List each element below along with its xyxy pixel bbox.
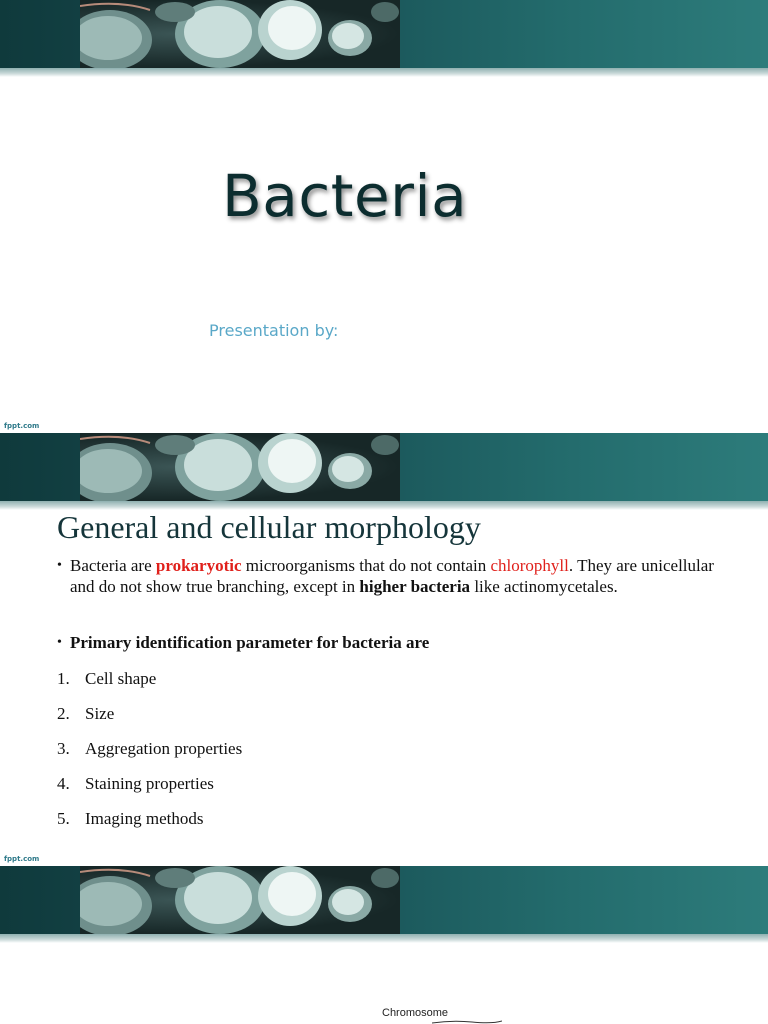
list-text: Imaging methods: [85, 809, 204, 828]
chromosome-slide: [0, 866, 768, 1024]
list-text: Aggregation properties: [85, 739, 243, 758]
chromosome-label: Chromosome: [382, 1007, 449, 1019]
footer-brand: fppt.com: [4, 855, 40, 863]
title-slide: [0, 0, 768, 433]
banner-divider: [0, 68, 768, 77]
list-number: 1.: [57, 669, 70, 688]
list-number: 2.: [57, 704, 70, 723]
list-text: Cell shape: [85, 669, 157, 688]
bacteria-photo-banner: [80, 433, 400, 501]
list-number: 4.: [57, 774, 70, 793]
bullet-text: [70, 555, 730, 597]
list-number: 5.: [57, 809, 70, 828]
banner-divider: [0, 934, 768, 943]
footer-brand: fppt.com: [4, 422, 40, 430]
bullet-dot: •: [57, 635, 62, 650]
slide-header-banner: [0, 866, 768, 934]
chromosome-pointer-line: [432, 1020, 502, 1024]
slide-heading: General and cellular morphology: [57, 509, 481, 545]
list-text: Staining properties: [85, 774, 214, 793]
text-run: microorganisms that do not contain: [241, 556, 491, 575]
term-chlorophyll: chlorophyll: [490, 556, 569, 575]
term-prokaryotic: prokaryotic: [155, 556, 242, 575]
slide-title: Bacteria: [222, 162, 468, 230]
morphology-slide: [0, 433, 768, 866]
bullet-definition: [57, 555, 727, 619]
slide-header-banner: [0, 433, 768, 501]
bacteria-photo-banner: [80, 0, 400, 68]
bullet-dot: •: [57, 558, 62, 573]
list-text: Size: [85, 704, 115, 723]
text-run: . They are unicellular and do not show true branching, except in: [70, 556, 714, 596]
slide-header-banner: [0, 0, 768, 68]
bacteria-photo-banner: [80, 866, 400, 934]
text-run: Bacteria are: [70, 556, 156, 575]
slide-subtitle: Presentation by:: [209, 321, 339, 340]
text-run: like actinomycetales.: [470, 577, 618, 596]
list-number: 3.: [57, 739, 70, 758]
bullet-text: Primary identification parameter for bacteria are: [70, 633, 430, 652]
term-higher-bacteria: higher bacteria: [359, 577, 471, 596]
bullet-parameters: [57, 632, 727, 654]
